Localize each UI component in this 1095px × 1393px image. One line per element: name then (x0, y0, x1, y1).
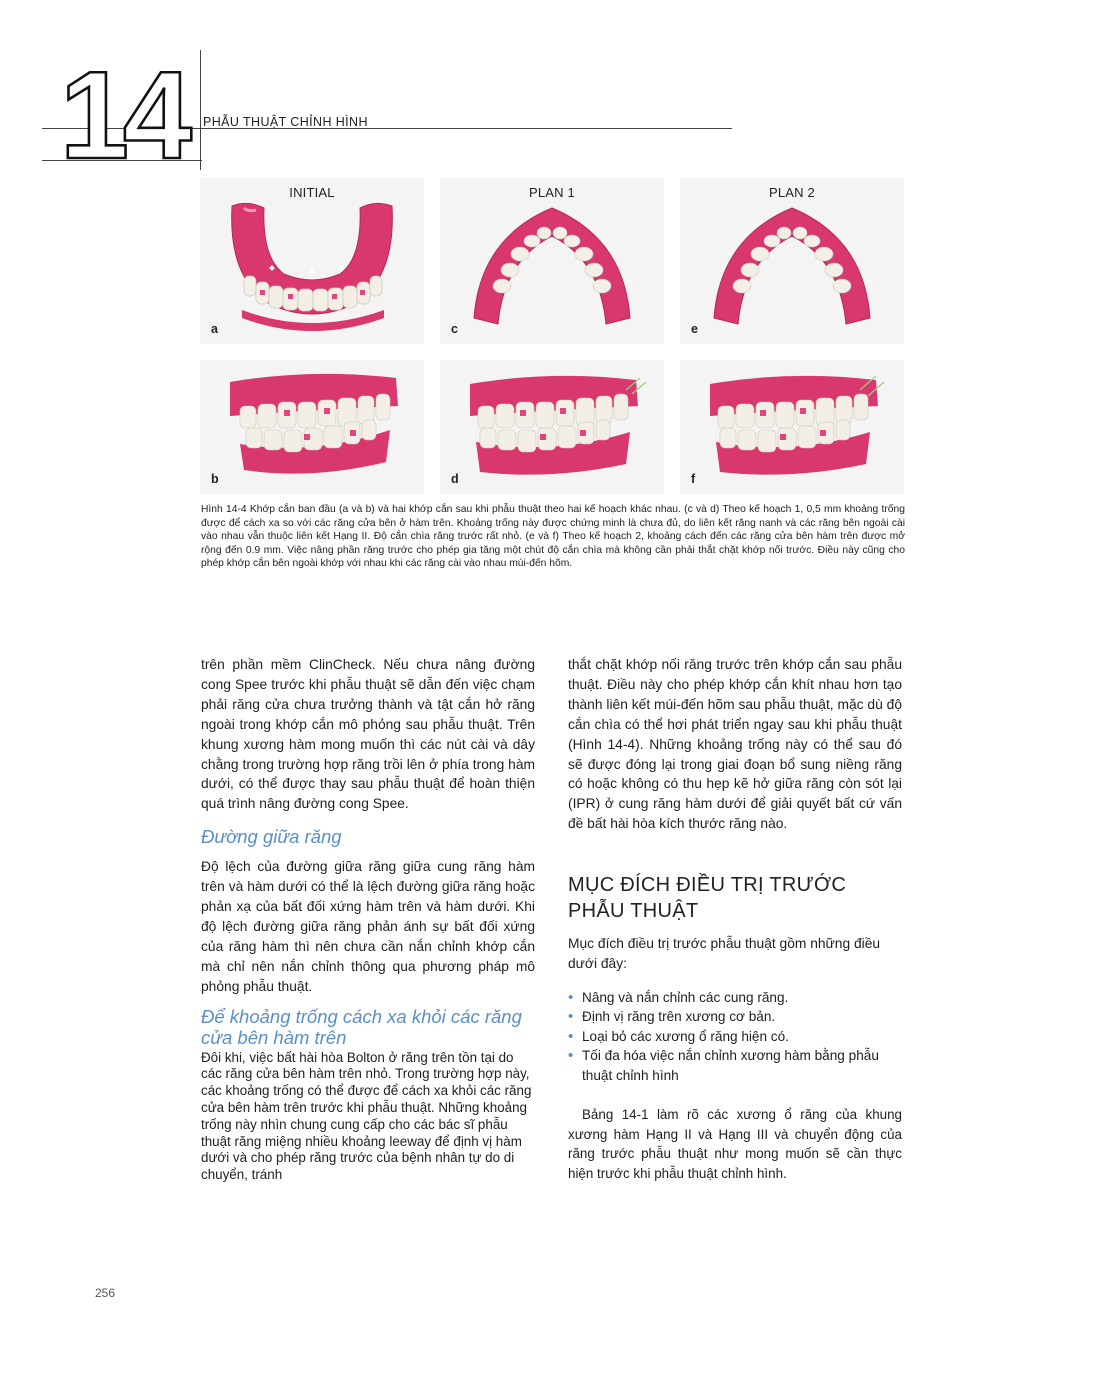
subheading-midline: Đường giữa răng (201, 826, 342, 848)
list-item: • Loại bỏ các xương ổ răng hiện có. (568, 1027, 902, 1047)
list-item: • Định vị răng trên xương cơ bản. (568, 1007, 902, 1027)
right-column (568, 655, 902, 1183)
dental-image-d (440, 360, 664, 494)
chapter-number-text: 14 (60, 62, 186, 166)
list-item: • Nâng và nắn chỉnh các cung răng. (568, 988, 902, 1008)
panel-b (200, 360, 424, 494)
dental-image-c (440, 178, 664, 344)
panel-letter-e: e (691, 322, 698, 336)
right-intro: Mục đích điều trị trước phẫu thuật gồm những điều dưới đây: (568, 936, 881, 972)
header-rule-vertical (200, 50, 201, 170)
left-column (201, 655, 535, 1184)
goals-list (568, 988, 902, 1086)
panel-a (200, 178, 424, 344)
chapter-title: PHẪU THUẬT CHỈNH HÌNH (203, 115, 368, 129)
left-paragraph-2: Độ lệch của đường giữa răng giữa cung răng hàm trên và hàm dưới có thể là lệch đường giữa răng hoặc phản xạ của bất đối xứng hàm trên và hàm dưới. Khi độ lệch đường giữa răng phản ánh sự bất đối xứng của răng hàm thì nên chưa cần nắn chỉnh khớp cắn mà chỉ nên nắn chỉnh thông qua phương pháp mô phỏng phẫu thuật. (201, 859, 535, 994)
figure-caption: Hình 14-4 Khớp cắn ban đầu (a và b) và hai khớp cắn sau khi phẫu thuật theo hai kế hoạch khác nhau. (c và d) Theo kế hoạch 1, 0,5 mm khoảng trống được để cách xa so với các răng cửa bên ở hàm trên. Khoảng trống này được chứng minh là chưa đủ, do liên kết răng nanh và các răng bên ngoài cài vào nhau vẫn thuộc liên kết Hạng II. Độ cắn chìa răng trước rất nhỏ. (e và f) Theo kế hoạch 2, khoảng cách đến các răng cửa bên hàm trên được mở rộng đến 0.9 mm. Việc nâng phần răng trước cho phép gia tăng một chút độ cắn chìa mà không cần phải thắt chặt khớp nối trước. Điều này cũng cho phép khớp cắn bên ngoài khớp với nhau khi các răng cài vào nhau múi-đến hõm. (201, 504, 905, 569)
panel-c (440, 178, 664, 344)
dental-image-b (200, 360, 424, 494)
panel-title-plan-2: PLAN 2 (768, 185, 815, 200)
left-paragraph-3: Đôi khi, việc bất hài hòa Bolton ở răng trên tồn tại do các răng cửa bên hàm trên nhỏ. Trong trường hợp này, các khoảng trống có thể được để cách xa khỏi các răng cửa bên hàm trên trước khi phẫu thuật. Những khoảng trống này nhìn chung cung cấp cho các bác sĩ phẫu thuật răng miệng nhiều khoảng leeway để định vị hàm dưới và cho phép răng trước của bệnh nhân tự do di chuyển, tránh (201, 1049, 532, 1183)
right-paragraph-1: thắt chặt khớp nối răng trước trên khớp cắn sau phẫu thuật. Điều này cho phép khớp cắn khít nhau hơn tạo thành liên kết múi-đến hõm sau phẫu thuật, mặc dù độ cắn chìa có thể hơi phát triển ngay sau khi phẫu thuật (Hình 14-4). Những khoảng trống này có thể sau đó sẽ được đóng lại trong giai đoạn bổ sung niềng răng có hoặc không có thu hẹp kẽ hở giữa răng còn sót lại (IPR) ở cung răng hàm dưới để giải quyết bất cứ vấn đề bất hài hòa kích thước răng nào. (568, 657, 902, 832)
panel-letter-d: d (451, 472, 459, 486)
chapter-number (60, 62, 200, 166)
panel-f (680, 360, 904, 494)
dental-image-f (680, 360, 904, 494)
left-paragraph-1: trên phần mềm ClinCheck. Nếu chưa nâng đường cong Spee trước khi phẫu thuật sẽ dẫn đến việc chạm phải răng cửa chưa trưởng thành và tật cắn hở răng ngoài trong khớp cắn mô phỏng sau phẫu thuật. Trên khung xương hàm mong muốn thì các nút cài và dây chằng trong trường hợp răng trồi lên ở phía trong hàm dưới, có thể được thay sau phẫu thuật để hoàn thiện quá trình nâng đường cong Spee. (201, 657, 535, 812)
subheading-spacing: Để khoảng trống cách xa khỏi các răng cửa bên hàm trên (201, 1005, 522, 1048)
dental-image-e (680, 178, 904, 344)
section-heading: MỤC ĐÍCH ĐIỀU TRỊ TRƯỚC PHẪU THUẬT (568, 874, 847, 923)
panel-letter-a: a (211, 322, 218, 336)
panel-title-initial: INITIAL (289, 185, 335, 200)
dental-image-a (200, 178, 424, 344)
panel-e (680, 178, 904, 344)
right-closing: Bảng 14-1 làm rõ các xương ổ răng của khung xương hàm Hạng II và Hạng III và chuyển động của răng trước phẫu thuật như mong muốn sẽ cần thực hiện trước khi phẫu thuật chỉnh hình. (568, 1107, 902, 1181)
figure-14-4 (200, 178, 905, 496)
panel-letter-f: f (691, 472, 696, 486)
panel-letter-c: c (451, 322, 458, 336)
list-item: • Tối đa hóa việc nắn chỉnh xương hàm bằng phẫu thuật chỉnh hình (568, 1046, 902, 1085)
panel-d (440, 360, 664, 494)
panel-title-plan-1: PLAN 1 (528, 185, 575, 200)
page-number: 256 (95, 1286, 116, 1300)
panel-letter-b: b (211, 472, 219, 486)
